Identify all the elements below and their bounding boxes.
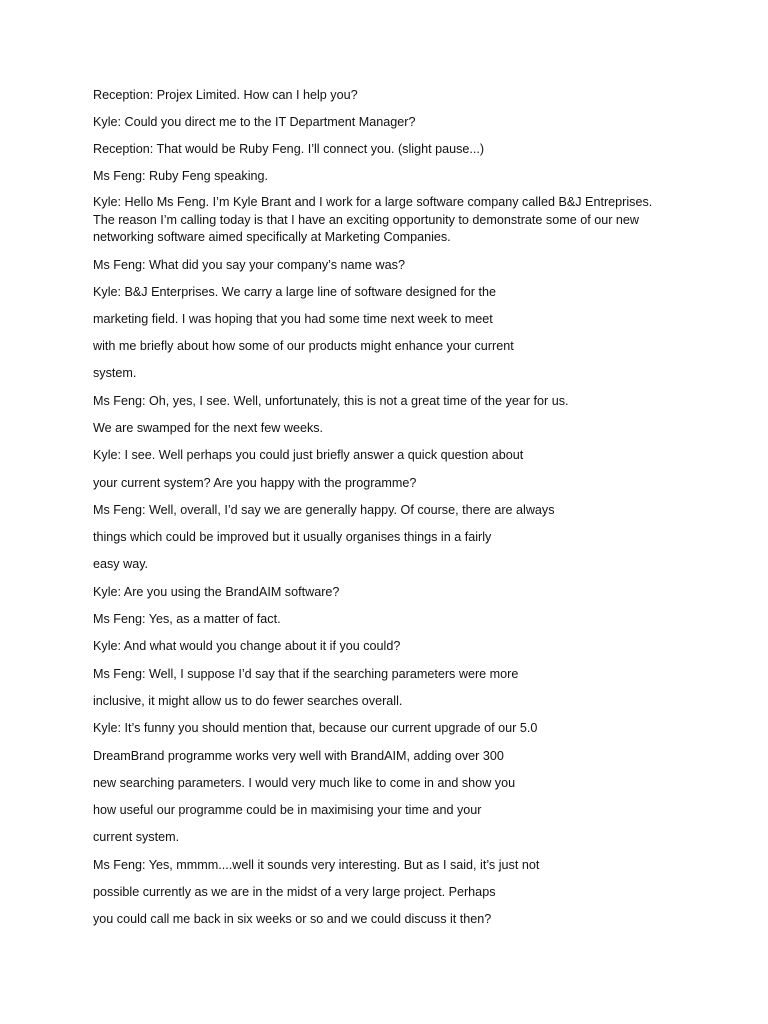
dialogue-paragraph [93, 194, 693, 247]
dialogue-paragraph [93, 610, 693, 628]
dialogue-paragraph [93, 856, 693, 929]
dialogue-paragraph [93, 637, 693, 655]
dialogue-line: The reason I’m calling today is that I have an exciting opportunity to demonstrate some of our new [93, 212, 640, 227]
dialogue-paragraph [93, 256, 693, 274]
dialogue-line: Ms Feng: Yes, mmmm....well it sounds very interesting. But as I said, it’s just not [93, 857, 540, 872]
dialogue-line: Ms Feng: Ruby Feng speaking. [93, 169, 269, 183]
dialogue-paragraph [93, 583, 693, 601]
dialogue-line: Kyle: Could you direct me to the IT Department Manager? [93, 115, 416, 129]
dialogue-line: Kyle: I see. Well perhaps you could just briefly answer a quick question about [93, 448, 524, 463]
dialogue-line: new searching parameters. I would very much like to come in and show you [93, 775, 516, 790]
dialogue-line: Ms Feng: Well, overall, I’d say we are generally happy. Of course, there are always [93, 502, 555, 517]
dialogue-paragraph [93, 719, 693, 846]
dialogue-line: marketing field. I was hoping that you had some time next week to meet [93, 311, 493, 326]
dialogue-paragraph [93, 446, 693, 491]
dialogue-paragraph [93, 283, 693, 383]
dialogue-line: current system. [93, 830, 180, 845]
dialogue-line: Ms Feng: Yes, as a matter of fact. [93, 612, 281, 627]
dialogue-line: Ms Feng: Oh, yes, I see. Well, unfortunately, this is not a great time of the year for us. [93, 393, 569, 408]
dialogue-line: inclusive, it might allow us to do fewer searches overall. [93, 693, 403, 708]
dialogue-line: possible currently as we are in the midst of a very large project. Perhaps [93, 885, 496, 900]
dialogue-line: your current system? Are you happy with the programme? [93, 475, 417, 490]
dialogue-line: easy way. [93, 557, 149, 572]
dialogue-paragraph [93, 86, 693, 104]
dialogue-line: DreamBrand programme works very well with BrandAIM, adding over 300 [93, 748, 504, 763]
dialogue-line: Kyle: Hello Ms Feng. I’m Kyle Brant and I work for a large software company called B&J Entreprises. [93, 195, 653, 209]
dialogue-line: things which could be improved but it usually organises things in a fairly [93, 530, 492, 545]
dialogue-paragraph [93, 501, 693, 574]
dialogue-line: system. [93, 366, 137, 381]
dialogue-line: Kyle: Are you using the BrandAIM software? [93, 584, 340, 599]
dialogue-paragraph [93, 113, 693, 131]
dialogue-paragraph [93, 140, 693, 158]
dialogue-paragraph [93, 167, 693, 185]
dialogue-line: you could call me back in six weeks or so and we could discuss it then? [93, 912, 492, 927]
dialogue-line: Ms Feng: What did you say your company’s name was? [93, 257, 405, 272]
dialogue-line: how useful our programme could be in maximising your time and your [93, 803, 482, 818]
dialogue-transcript [93, 86, 693, 938]
dialogue-line: Reception: Projex Limited. How can I help you? [93, 88, 358, 102]
dialogue-line: Ms Feng: Well, I suppose I’d say that if the searching parameters were more [93, 666, 519, 681]
dialogue-line: Kyle: It’s funny you should mention that, because our current upgrade of our 5.0 [93, 721, 538, 736]
dialogue-line: Kyle: And what would you change about it if you could? [93, 639, 401, 654]
dialogue-paragraph [93, 665, 693, 710]
dialogue-line: with me briefly about how some of our products might enhance your current [93, 339, 514, 354]
dialogue-line: Reception: That would be Ruby Feng. I’ll connect you. (slight pause...) [93, 142, 485, 156]
dialogue-line: Kyle: B&J Enterprises. We carry a large line of software designed for the [93, 284, 496, 299]
dialogue-paragraph [93, 392, 693, 437]
dialogue-line: We are swamped for the next few weeks. [93, 420, 324, 435]
dialogue-line: networking software aimed specifically at Marketing Companies. [93, 230, 451, 244]
